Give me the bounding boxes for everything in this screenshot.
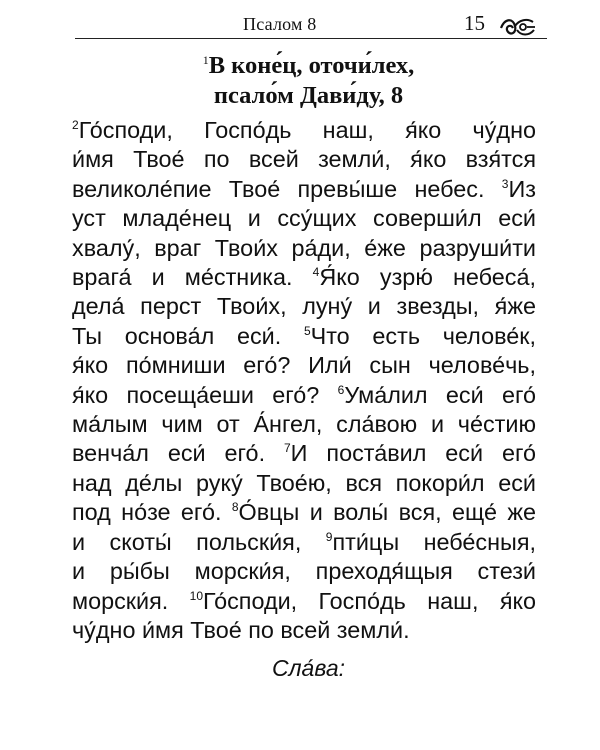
psalm-heading	[70, 51, 547, 111]
verse-text: я́ко по́мниши его́? Или́ сын челове́чь,	[72, 352, 536, 379]
text-line	[72, 322, 536, 351]
text-line	[72, 175, 536, 204]
verse-number: 4	[312, 265, 320, 280]
text-line	[72, 528, 536, 557]
text-line	[72, 469, 536, 498]
text-line	[72, 557, 536, 586]
text-line	[72, 616, 536, 645]
heading-line-2: псало́м Дави́ду, 8	[213, 82, 404, 109]
text-line	[72, 145, 536, 174]
verse-text: дела́ перст Твои́х, луну́ и звезды, я́же	[72, 293, 536, 320]
verse-text: Из	[508, 175, 536, 202]
verse-text: и скоты́ польски́я,	[72, 528, 326, 555]
verse-text: Го́споди, Госпо́дь наш, я́ко чу́дно	[78, 117, 536, 143]
verse-text: морски́я.	[72, 587, 190, 614]
verse-text: Го́споди, Госпо́дь наш, я́ко	[203, 587, 536, 614]
verse-text: Я́ко узрю́ небеса́,	[319, 264, 536, 291]
verse-text: уст младе́нец и ссу́щих соверши́л еси́	[72, 205, 536, 232]
text-line	[72, 204, 536, 233]
text-line	[72, 439, 536, 468]
verse-number: 10	[189, 588, 203, 603]
verse-number: 8	[231, 500, 239, 515]
verse-text: венча́л еси́ его́.	[72, 440, 284, 467]
text-line	[72, 587, 536, 616]
running-title: Псалом 8	[243, 14, 317, 34]
verse-text: пти́цы небе́сныя,	[332, 528, 536, 555]
text-line	[72, 351, 536, 380]
text-line	[72, 234, 536, 263]
verse-number: 5	[303, 324, 311, 339]
text-line	[72, 116, 536, 145]
text-line	[72, 381, 536, 410]
heading-line-1	[70, 51, 547, 81]
verse-text: и́мя Твое́ по всей земли́, я́ко взя́тся	[72, 146, 536, 173]
verse-text: И поста́вил еси́ его́	[290, 440, 536, 467]
verse-text: ма́лым чим от А́нгел, сла́вою и че́стию	[72, 411, 536, 438]
verse-number: 6	[337, 382, 345, 397]
verse-text: великоле́пие Твое́ превы́ше небес.	[72, 175, 502, 202]
verse-text: О́вцы и волы́ вся, еще́ же	[238, 499, 536, 526]
text-line	[72, 410, 536, 439]
verse-text: Ты основа́л еси́.	[72, 322, 304, 349]
text-line	[72, 292, 536, 321]
verse-number: 1	[202, 52, 209, 67]
text-line	[72, 263, 536, 292]
verse-text: я́ко посеща́еши его́?	[72, 381, 338, 408]
gloria-rubric: Сла́ва:	[271, 655, 346, 681]
heading-text-1: В коне́ц, оточи́лех,	[208, 52, 415, 79]
text-line	[72, 498, 536, 527]
verse-text: под но́зе его́.	[72, 499, 232, 526]
verse-number: 3	[501, 177, 509, 192]
verse-text: врага́ и ме́стника.	[72, 264, 313, 291]
psalm-text	[72, 116, 536, 645]
verse-number: 7	[283, 441, 291, 456]
flourish-icon	[499, 14, 537, 40]
verse-number: 9	[325, 529, 333, 544]
running-header	[75, 6, 547, 39]
verse-text: чу́дно и́мя Твое́ по всей земли́.	[72, 616, 410, 643]
verse-number: 2	[72, 118, 79, 133]
verse-text: Ума́лил еси́ его́	[344, 381, 536, 408]
page-number: 15	[464, 11, 485, 35]
verse-text: хвалу́, враг Твои́х ра́ди, е́же разруши́ти	[72, 234, 536, 261]
verse-text: над де́лы руку́ Твое́ю, вся покори́л еси́	[72, 469, 536, 496]
verse-text: и ры́бы морски́я, преходя́щыя стези́	[72, 558, 536, 585]
verse-text: Что есть челове́к,	[310, 322, 536, 349]
